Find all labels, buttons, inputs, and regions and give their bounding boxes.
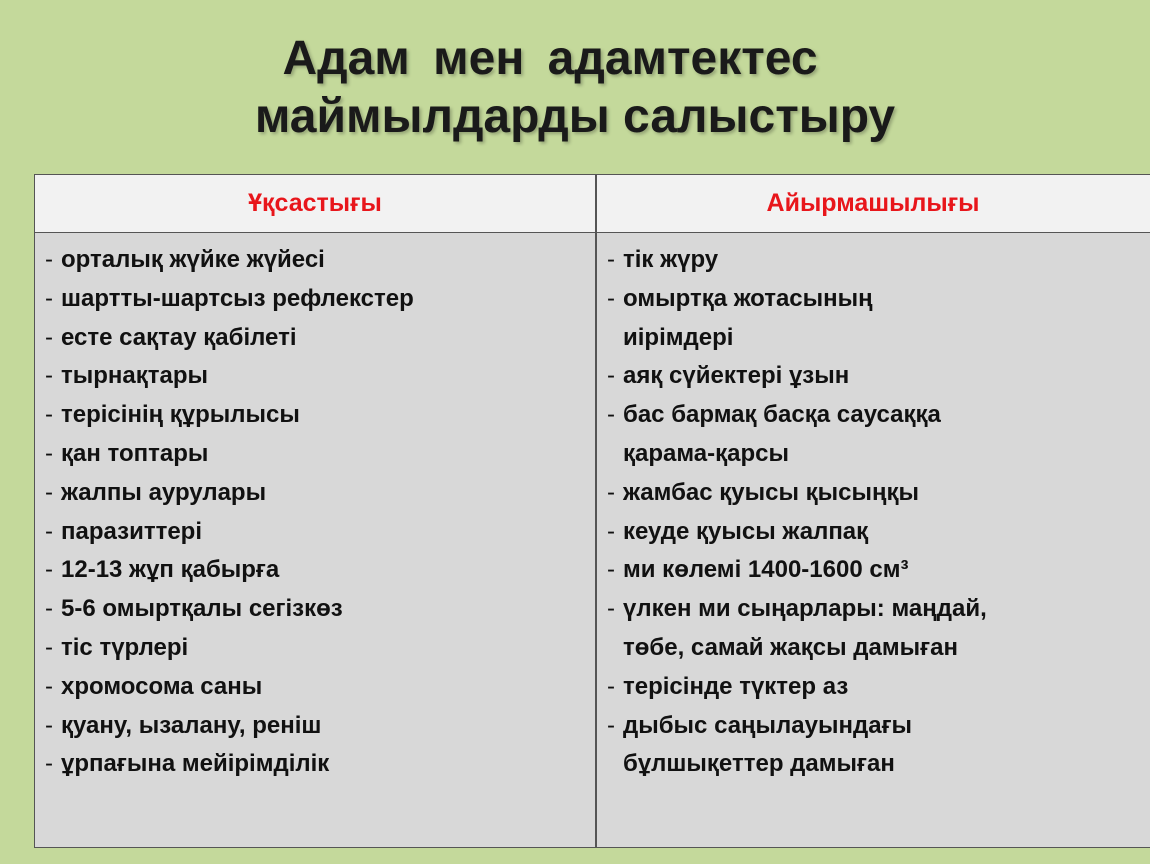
list-item-text: шартты-шартсыз рефлекстер <box>61 284 414 312</box>
list-item-text: терісінде түктер аз <box>623 672 849 700</box>
list-item-text: қарама-қарсы <box>623 439 790 467</box>
list-item <box>45 280 590 319</box>
list-item-continuation <box>607 745 1147 784</box>
list-item-continuation <box>607 319 1147 358</box>
list-item-text: есте сақтау қабілеті <box>61 323 297 351</box>
list-item <box>607 551 1147 590</box>
list-item <box>607 357 1147 396</box>
bullet-dash: - <box>45 362 53 390</box>
list-item-text: дыбыс саңылауындағы <box>623 711 913 739</box>
comparison-table <box>34 174 1150 848</box>
list-item <box>45 590 590 629</box>
list-item-text: аяқ сүйектері ұзын <box>623 362 850 390</box>
list-item <box>45 668 590 707</box>
bullet-dash: - <box>45 478 53 506</box>
bullet-dash: - <box>607 362 615 390</box>
header-similarity: Ұқсастығы <box>248 189 382 217</box>
bullet-dash: - <box>607 595 615 623</box>
list-item <box>45 396 590 435</box>
list-item-text: төбе, самай жақсы дамыған <box>623 633 958 661</box>
bullet-dash: - <box>607 401 615 429</box>
table-header-row <box>35 175 1150 233</box>
list-item <box>607 280 1147 319</box>
list-item-text: тік жүру <box>623 246 719 273</box>
bullet-dash: - <box>45 401 53 429</box>
bullet-dash: - <box>607 556 615 584</box>
list-item-text: жалпы аурулары <box>61 478 267 506</box>
bullet-dash: - <box>45 711 53 739</box>
list-item <box>45 474 590 513</box>
list-item <box>45 513 590 552</box>
list-item-text: хромосома саны <box>61 672 263 700</box>
list-item-text: кеуде қуысы жалпақ <box>623 517 869 545</box>
list-item <box>45 435 590 474</box>
bullet-dash: - <box>607 246 615 273</box>
list-item-text: бас бармақ басқа саусаққа <box>623 401 941 429</box>
bullet-dash: - <box>45 556 53 584</box>
list-item-text: омыртқа жотасының <box>623 284 873 312</box>
bullet-dash: - <box>45 595 53 623</box>
difference-list <box>607 241 1147 784</box>
page-title <box>0 30 1150 146</box>
list-item <box>45 707 590 746</box>
list-item <box>607 241 1147 280</box>
list-item-text: иірімдері <box>623 323 734 351</box>
bullet-dash: - <box>45 323 53 351</box>
list-item <box>607 474 1147 513</box>
list-item-text: ұрпағына мейірімділік <box>61 750 330 778</box>
list-item <box>607 668 1147 707</box>
list-item-text: 12-13 жұп қабырға <box>61 556 280 584</box>
list-item-text: қуану, ызалану, реніш <box>61 711 322 739</box>
bullet-dash: - <box>45 633 53 661</box>
bullet-dash: - <box>45 439 53 467</box>
list-item <box>607 396 1147 435</box>
list-item-text: терісінің құрылысы <box>61 401 300 429</box>
title-line-1: Адам мен адамтектес <box>282 32 818 85</box>
list-item <box>45 357 590 396</box>
list-item <box>607 513 1147 552</box>
list-item <box>45 745 590 784</box>
title-line-2: маймылдарды салыстыру <box>254 90 896 143</box>
list-item-text: бұлшықеттер дамыған <box>623 750 895 778</box>
list-item <box>607 707 1147 746</box>
list-item-continuation <box>607 435 1147 474</box>
list-item-text: орталық жүйке жүйесі <box>61 246 325 273</box>
list-item <box>45 629 590 668</box>
bullet-dash: - <box>607 672 615 700</box>
list-item <box>45 319 590 358</box>
list-item-text: тіс түрлері <box>61 633 189 661</box>
list-item <box>45 241 590 280</box>
bullet-dash: - <box>45 672 53 700</box>
bullet-dash: - <box>607 478 615 506</box>
bullet-dash: - <box>45 246 53 273</box>
bullet-dash: - <box>45 750 53 778</box>
header-difference: Айырмашылығы <box>766 189 980 217</box>
bullet-dash: - <box>45 284 53 312</box>
list-item-text: жамбас қуысы қысыңқы <box>623 478 920 506</box>
column-divider <box>595 175 597 847</box>
bullet-dash: - <box>45 517 53 545</box>
list-item <box>45 551 590 590</box>
list-item-text: ми көлемі 1400-1600 см³ <box>623 556 909 584</box>
list-item <box>607 590 1147 629</box>
bullet-dash: - <box>607 711 615 739</box>
similarity-list <box>45 241 590 784</box>
list-item-text: үлкен ми сыңарлары: маңдай, <box>623 595 987 623</box>
list-item-text: паразиттері <box>61 517 203 545</box>
bullet-dash: - <box>607 517 615 545</box>
list-item-text: 5-6 омыртқалы сегізкөз <box>61 595 343 623</box>
bullet-dash: - <box>607 284 615 312</box>
list-item-text: тырнақтары <box>61 362 209 390</box>
list-item-continuation <box>607 629 1147 668</box>
list-item-text: қан топтары <box>61 439 209 467</box>
